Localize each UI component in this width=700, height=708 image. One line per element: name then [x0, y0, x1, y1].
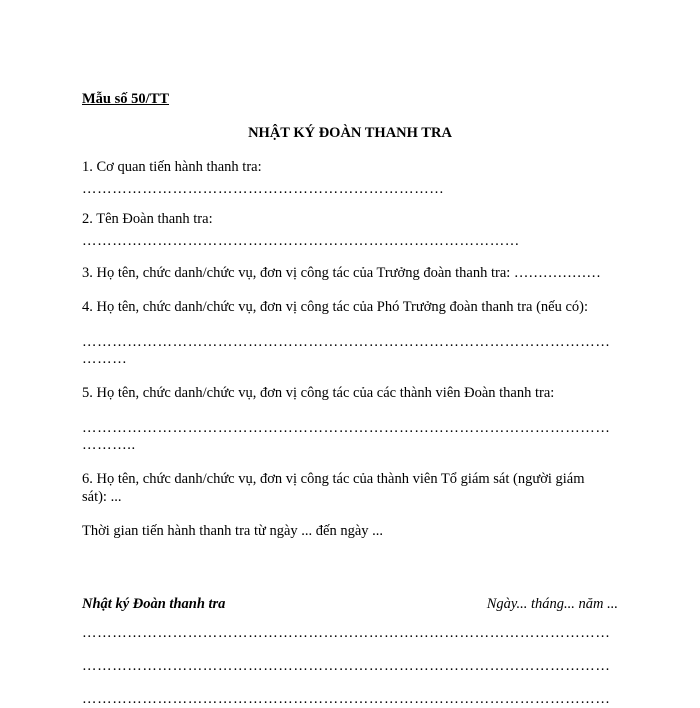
footer-dots-line-3: ……………………………………………………………………………………………	[82, 691, 611, 707]
document-title: NHẬT KÝ ĐOÀN THANH TRA	[248, 125, 452, 141]
item-3-label: 3. Họ tên, chức danh/chức vụ, đơn vị công tác của Trưởng đoàn thanh tra: ………………	[82, 265, 601, 281]
form-code: Mẫu số 50/TT	[82, 91, 170, 107]
footer-dots-line-2: ……………………………………………………………………………………………	[82, 658, 611, 674]
item-2-dots: ……………………………………………………………………………	[82, 233, 520, 249]
item-4-label: 4. Họ tên, chức danh/chức vụ, đơn vị công tác của Phó Trưởng đoàn thanh tra (nếu có):	[82, 299, 589, 315]
item-6-label-continued: sát): ...	[82, 489, 122, 505]
item-5-dots: ……………………………………………………………………………………………	[82, 420, 611, 436]
footer-date-label: Ngày... tháng... năm ...	[486, 596, 618, 612]
item-1-dots: ………………………………………………………………	[82, 181, 445, 197]
item-5-label: 5. Họ tên, chức danh/chức vụ, đơn vị công tác của các thành viên Đoàn thanh tra:	[82, 385, 555, 401]
item-6-label: 6. Họ tên, chức danh/chức vụ, đơn vị công tác của thành viên Tổ giám sát (người giám	[82, 471, 585, 487]
item-1-label: 1. Cơ quan tiến hành thanh tra:	[82, 159, 262, 175]
item-5-dots-continued: ………..	[82, 437, 136, 453]
item-2-label: 2. Tên Đoàn thanh tra:	[82, 211, 213, 227]
footer-journal-label: Nhật ký Đoàn thanh tra	[82, 596, 226, 612]
time-line: Thời gian tiến hành thanh tra từ ngày ... đến ngày ...	[82, 523, 384, 539]
footer-dots-line-1: ……………………………………………………………………………………………	[82, 625, 611, 641]
item-4-dots: ……………………………………………………………………………………………	[82, 334, 611, 350]
item-4-dots-continued: ………	[82, 351, 128, 367]
